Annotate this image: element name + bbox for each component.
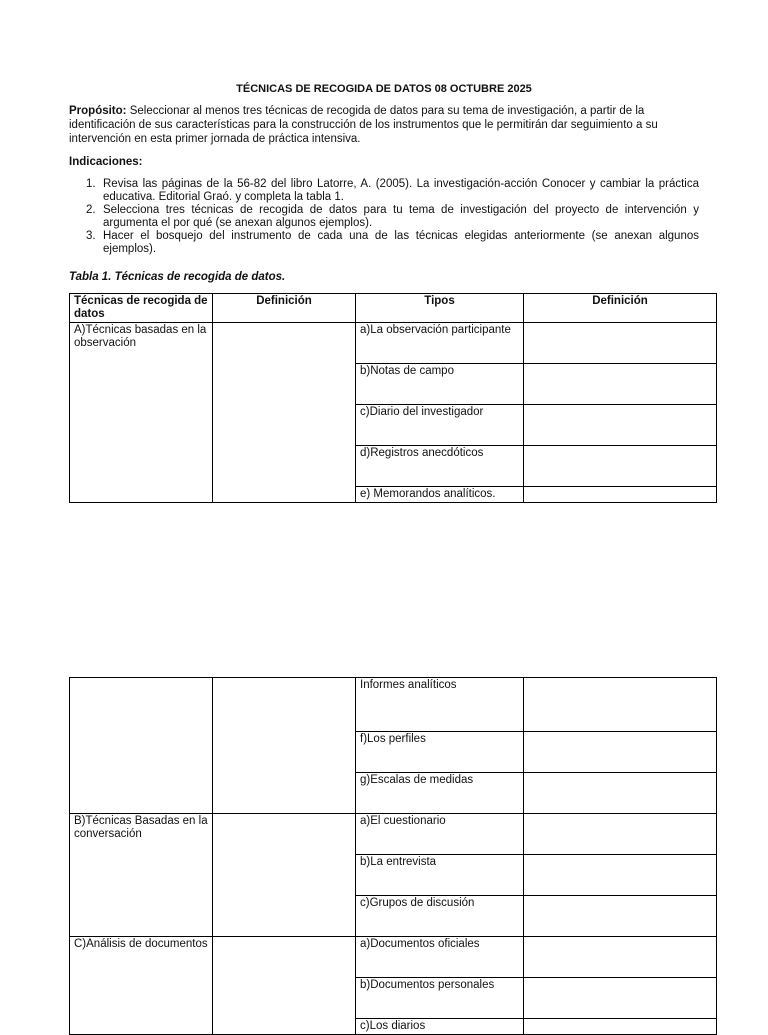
instruction-item: 2. Selecciona tres técnicas de recogida de datos para tu tema de investigación del proyecto de intervención y argumenta el por qué (se anexan algunos ejemplos).	[86, 204, 699, 229]
instructions-list	[69, 178, 699, 256]
type-definition-cell[interactable]	[524, 487, 717, 503]
type-cell: a)Documentos oficiales	[356, 937, 524, 978]
type-cell: c)Grupos de discusión	[356, 896, 524, 937]
type-definition-cell[interactable]	[524, 446, 717, 487]
type-cell: a)La observación participante	[356, 323, 524, 364]
type-definition-cell[interactable]	[524, 364, 717, 405]
purpose-label: Propósito:	[69, 105, 127, 117]
header-techniques: Técnicas de recogida de datos	[70, 294, 213, 323]
type-definition-cell[interactable]	[524, 896, 717, 937]
document-title: TÉCNICAS DE RECOGIDA DE DATOS 08 OCTUBRE 2025	[236, 83, 532, 95]
type-cell: b)La entrevista	[356, 855, 524, 896]
definition-cell[interactable]	[213, 814, 356, 937]
instruction-item: 3. Hacer el bosquejo del instrumento de cada una de las técnicas elegidas anteriormente (se anexan algunos ejemplos).	[86, 230, 699, 255]
header-types: Tipos	[356, 294, 524, 323]
type-definition-cell[interactable]	[524, 937, 717, 978]
type-definition-cell[interactable]	[524, 405, 717, 446]
instructions-heading: Indicaciones:	[69, 156, 143, 168]
definition-cell[interactable]	[213, 323, 356, 503]
type-cell: c)Los diarios	[356, 1019, 524, 1035]
group-documents: C)Análisis de documentos	[70, 937, 213, 1035]
instruction-item: 1. Revisa las páginas de la 56-82 del libro Latorre, A. (2005). La investigación-acción Conocer y cambiar la práctica educativa. Editorial Graó. y completa la tabla 1.	[86, 178, 699, 203]
type-definition-cell[interactable]	[524, 678, 717, 732]
type-definition-cell[interactable]	[524, 773, 717, 814]
continued-group-cell	[70, 678, 213, 814]
type-cell: f)Los perfiles	[356, 732, 524, 773]
type-cell: g)Escalas de medidas	[356, 773, 524, 814]
type-definition-cell[interactable]	[524, 323, 717, 364]
type-cell: e) Memorandos analíticos.	[356, 487, 524, 503]
type-cell: b)Documentos personales	[356, 978, 524, 1019]
type-definition-cell[interactable]	[524, 978, 717, 1019]
table-caption: Tabla 1. Técnicas de recogida de datos.	[69, 271, 286, 283]
purpose-text: Seleccionar al menos tres técnicas de recogida de datos para su tema de investigación, a partir de la identificación de sus características para la construcción de los instrumentos que le permitirán dar seguimiento a su intervención en esta primer jornada de práctica intensiva.	[69, 105, 658, 145]
type-definition-cell[interactable]	[524, 855, 717, 896]
definition-cell[interactable]	[213, 937, 356, 1035]
type-definition-cell[interactable]	[524, 732, 717, 773]
type-cell: a)El cuestionario	[356, 814, 524, 855]
type-cell: Informes analíticos	[356, 678, 524, 732]
group-conversation: B)Técnicas Basadas en la conversación	[70, 814, 213, 937]
header-definition-2: Definición	[524, 294, 717, 323]
techniques-table-part1	[69, 293, 717, 503]
type-cell: b)Notas de campo	[356, 364, 524, 405]
purpose-paragraph	[69, 104, 699, 146]
group-observation: A)Técnicas basadas en la observación	[70, 323, 213, 503]
definition-cell[interactable]	[213, 678, 356, 814]
type-definition-cell[interactable]	[524, 1019, 717, 1035]
type-cell: c)Diario del investigador	[356, 405, 524, 446]
type-definition-cell[interactable]	[524, 814, 717, 855]
header-definition: Definición	[213, 294, 356, 323]
techniques-table-part2	[69, 677, 717, 1035]
type-cell: d)Registros anecdóticos	[356, 446, 524, 487]
